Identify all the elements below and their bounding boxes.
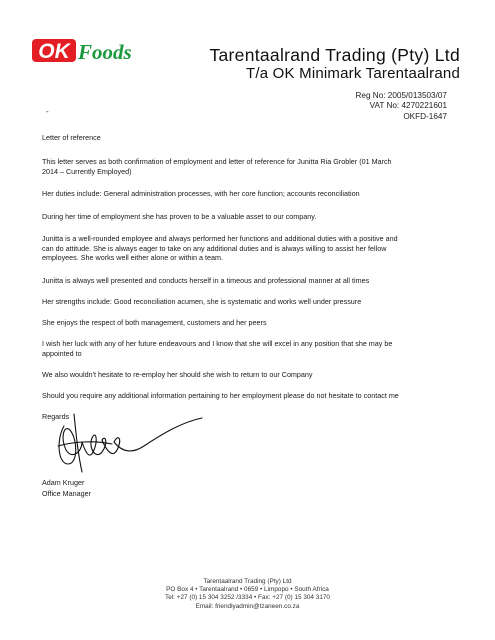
margin-mark: -: [46, 107, 49, 116]
company-trade-name: T/a OK Minimark Tarentaalrand: [246, 65, 460, 82]
logo-foods-text: Foods: [78, 40, 132, 64]
registration-block: [355, 91, 447, 122]
paragraph-respect: She enjoys the respect of both management, customers and her peers: [42, 318, 267, 327]
company-name: Tarentaalrand Trading (Pty) Ltd: [209, 45, 460, 65]
handwritten-signature: [52, 394, 222, 484]
paragraph-line: This letter serves as both confirmation of employment and letter of reference for Junitta Ria Grobler (01 March: [42, 157, 392, 166]
footer-email: Email: friendlyadmin@tzaneen.co.za: [195, 602, 300, 610]
logo-ok-text: OK: [38, 40, 70, 63]
paragraph-line: I wish her luck with any of her future endeavours and I know that she will excel in any position that she may be: [42, 339, 393, 348]
signer-name: Adam Kruger: [42, 478, 85, 487]
paragraph-attitude: [42, 234, 462, 263]
paragraph-confirmation: [42, 157, 462, 176]
signer-title: Office Manager: [42, 489, 92, 498]
paragraph-line: appointed to: [42, 348, 82, 358]
paragraph-wishes: [42, 339, 462, 358]
paragraph-line: Junitta is a well-rounded employee and always performed her functions and additional duties with a positive and: [42, 234, 398, 243]
paragraph-line: can do attitude. She is always eager to take on any additional duties and is always willing to assist her fellow: [42, 243, 387, 253]
closing-regards: Regards: [42, 412, 70, 421]
paragraph-line: employees. She works well either alone or within a team.: [42, 253, 223, 263]
letter-heading: Letter of reference: [42, 133, 101, 142]
company-header: [209, 46, 460, 83]
paragraph-strengths: Her strengths include: Good reconciliation acumen, she is systematic and works well under pressure: [42, 297, 362, 306]
letter-footer: [0, 578, 495, 611]
reg-number: Reg No: 2005/013503/07: [355, 91, 447, 100]
paragraph-contact: Should you require any additional information pertaining to her employment please do not hesitate to contact me: [42, 391, 399, 400]
paragraph-duties: Her duties include: General administration processes, with her core function; accounts reconciliation: [42, 189, 360, 198]
document-code: OKFD-1647: [403, 111, 447, 121]
paragraph-presentation: Junitta is always well presented and conducts herself in a timeous and professional manner at all times: [42, 276, 370, 285]
ok-foods-logo: [31, 36, 147, 66]
vat-number: VAT No: 4270221601: [369, 101, 447, 111]
footer-address: PO Box 4 • Tarentaalrand • 0659 • Limpopo • South Africa: [166, 586, 329, 594]
footer-phone: Tel: +27 (0) 15 304 3252 /3334 • Fax: +27 (0) 15 304 3170: [165, 594, 330, 602]
paragraph-line: 2014 – Currently Employed): [42, 166, 132, 176]
paragraph-reemploy: We also wouldn't hesitate to re-employ her should she wish to return to our Company: [42, 370, 313, 379]
footer-company: Tarentaalrand Trading (Pty) Ltd: [203, 578, 292, 585]
paragraph-asset: During her time of employment she has proven to be a valuable asset to our company.: [42, 212, 317, 221]
